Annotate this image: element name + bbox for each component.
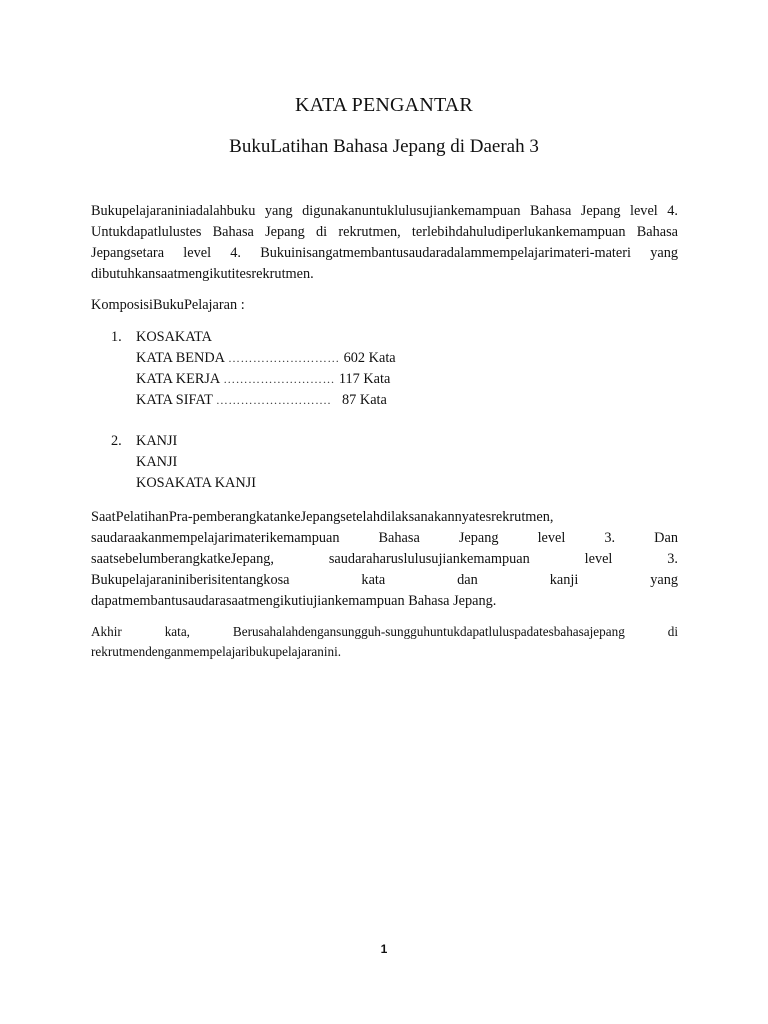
intro-line: dibutuhkansaatmengikutitesrekrutmen. [91,266,314,282]
page-subtitle: BukuLatihan Bahasa Jepang di Daerah 3 [229,136,539,157]
closing-paragraph [91,622,678,662]
entry-count: 87 Kata [334,392,387,408]
intro-paragraph [91,201,678,285]
intro-line: Untukdapatlulustes Bahasa Jepang di rekrutmen, terlebihdahuludiperlukankemampuan Bahasa [91,224,678,240]
section-heading: KOSAKATA [136,329,212,345]
entry-dots: ……………………… [223,372,335,386]
pelatihan-line: SaatPelatihanPra-pemberangkatankeJepangsetelahdilaksanakannyatesrekrutmen, [91,509,554,525]
entry-count: 117 Kata [338,371,391,387]
section-number: 1. [111,329,122,345]
entry-label: KATA SIFAT [136,392,213,408]
pelatihan-line: dapatmembantusaudarasaatmengikutiujiankemampuan Bahasa Jepang. [91,593,497,609]
entry-dots: ……………………… [228,351,340,365]
komposisi-label: KomposisiBukuPelajaran : [91,297,245,313]
section-kanji [111,431,256,494]
page-number: 1 [380,942,388,956]
entry-label: KATA BENDA [136,350,226,366]
section-heading: KANJI [136,433,178,449]
kanji-line: KOSAKATA KANJI [136,475,256,491]
kanji-line: KANJI [136,454,178,470]
entry-kata-benda [136,348,396,369]
pelatihan-line: saatsebelumberangkatkeJepang, saudaraharuslulusujiankemampuan level 3. [91,551,678,567]
entry-kata-sifat [136,390,396,411]
entry-dots: ………………………. [215,393,331,407]
entry-kata-kerja [136,369,396,390]
closing-line: rekrutmendenganmempelajaribukupelajaranini. [91,644,342,659]
section-kosakata [111,327,396,411]
page-title: KATA PENGANTAR [295,94,473,116]
pelatihan-paragraph [91,507,678,612]
entry-count: 602 Kata [343,350,396,366]
intro-line: Jepangsetara level 4. Bukuinisangatmembantusaudaradalammempelajarimateri-materi yang [91,245,678,261]
pelatihan-line: saudaraakanmempelajarimaterikemampuan Bahasa Jepang level 3. Dan [91,530,678,546]
entry-label: KATA KERJA [136,371,221,387]
section-number: 2. [111,433,122,449]
intro-line: Bukupelajaraniniadalahbuku yang digunakanuntuklulusujiankemampuan Bahasa Jepang level 4. [91,203,678,219]
closing-line: Akhir kata, Berusahalahdengansungguh-sungguhuntukdapatluluspadatesbahasajepang di [91,624,678,639]
pelatihan-line: Bukupelajaraniniberisitentangkosa kata dan kanji yang [91,572,678,588]
